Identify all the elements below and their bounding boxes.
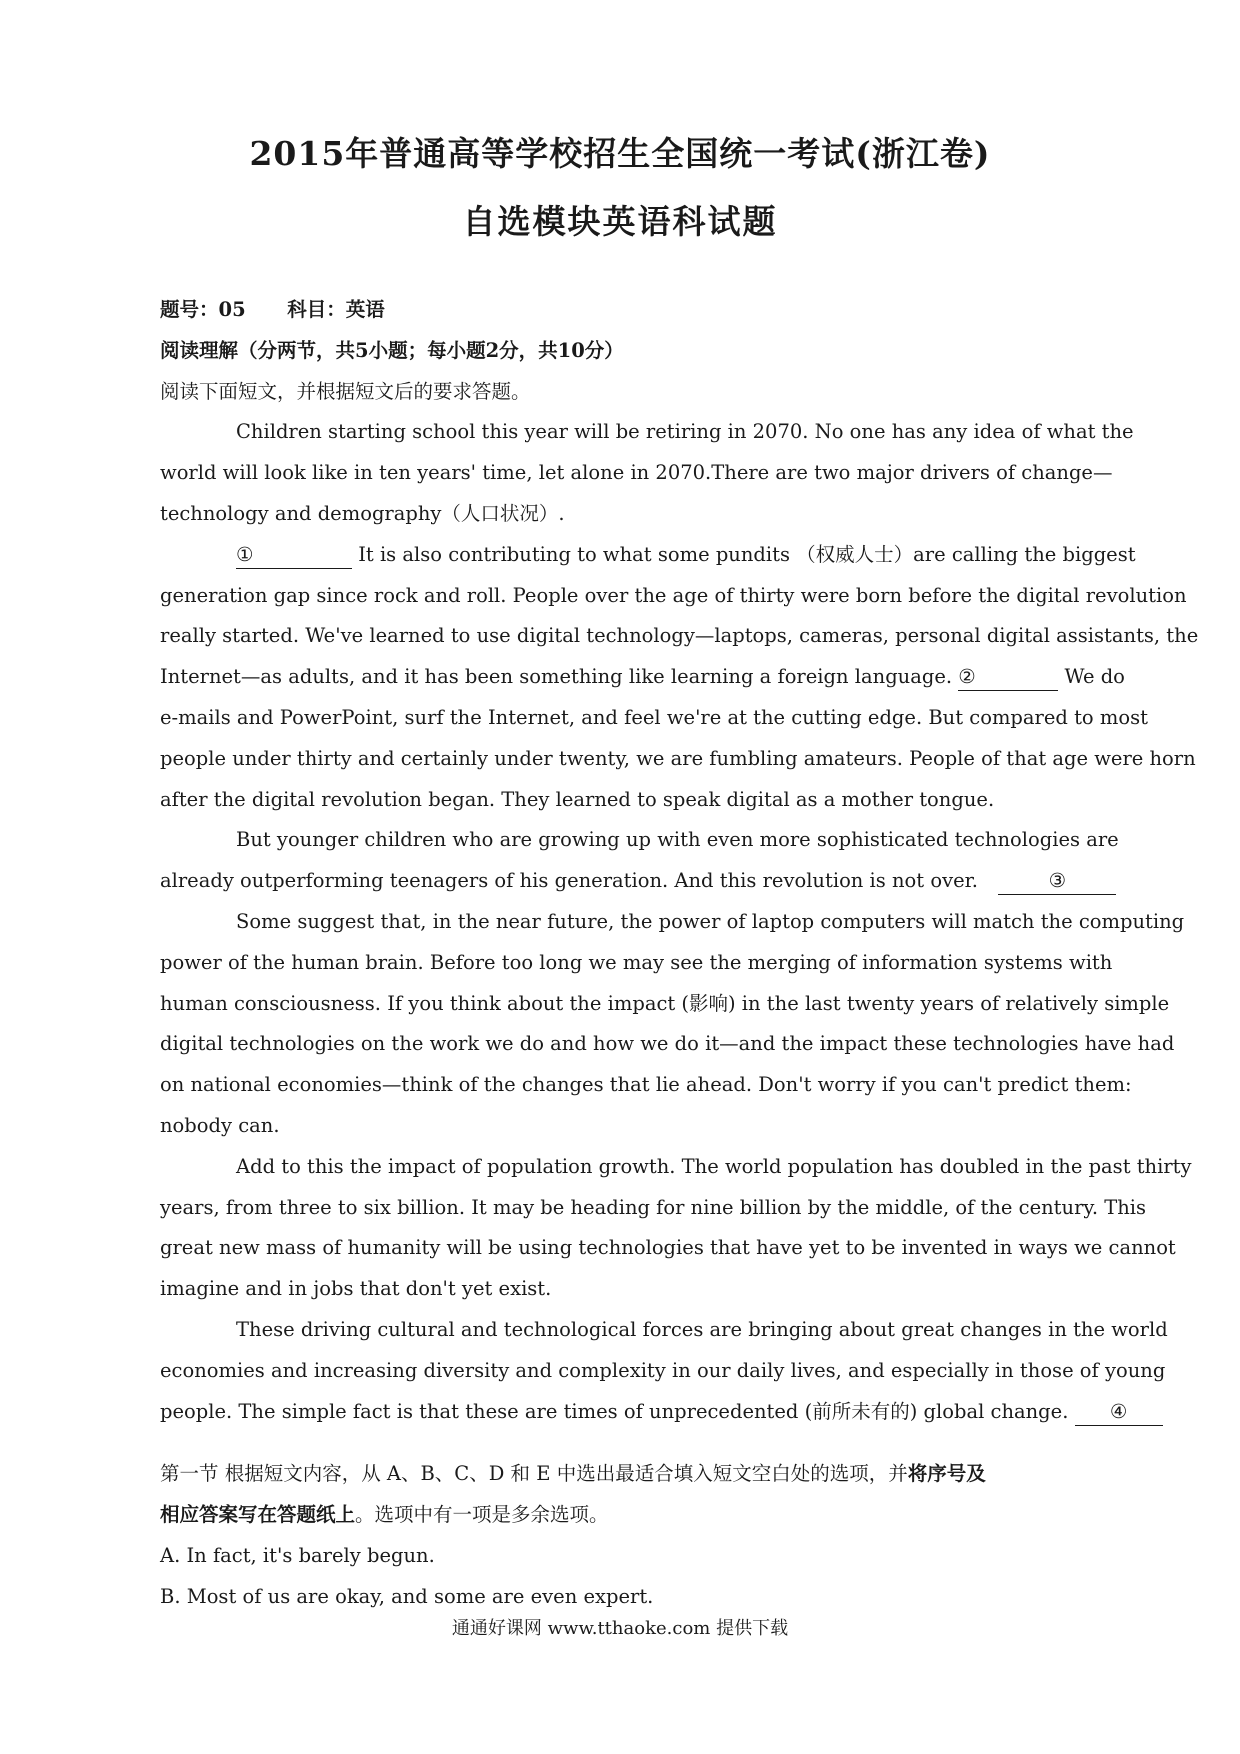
answer-blank: ② (958, 664, 1058, 691)
subject-label: 科目：英语 (287, 298, 385, 321)
passage-line: on national economies—think of the changes that lie ahead. Don't worry if you can't predict them: (160, 1073, 1132, 1097)
passage-line: really started. We've learned to use digital technology—laptops, cameras, personal digital assistants, the (160, 624, 1199, 648)
passage-line (160, 1392, 1128, 1433)
passage-line: e-mails and PowerPoint, surf the Internet, and feel we're at the cutting edge. But compared to most (160, 705, 1148, 729)
passage-line (160, 535, 1136, 576)
passage-line: digital technologies on the work we do and how we do it—and the impact these technologies have had (160, 1032, 1175, 1056)
passage-line: generation gap since rock and roll. People over the age of thirty were born before the digital revolution (160, 583, 1187, 607)
exam-title: 2015年普通高等学校招生全国统一考试(浙江卷) (249, 134, 991, 173)
option-item: B. Most of us are okay, and some are even expert. (160, 1584, 654, 1608)
download-footer: 通通好课网 www.tthaoke.com 提供下载 (451, 1618, 789, 1639)
passage-text: We do (1064, 665, 1125, 689)
passage-line: power of the human brain. Before too long we may see the merging of information systems with (160, 950, 1113, 974)
passage-line (160, 657, 1125, 698)
answer-blank: ④ (1075, 1399, 1163, 1426)
passage-line: nobody can. (160, 1113, 280, 1137)
section1-instruction (160, 1454, 1087, 1495)
instruction-emphasis: 将序号及 (907, 1462, 986, 1486)
passage-line: These driving cultural and technological forces are bringing about great changes in the world (236, 1317, 1168, 1341)
passage-line: great new mass of humanity will be using technologies that have yet to be invented in ways we cannot (160, 1236, 1176, 1260)
passage-line: years, from three to six billion. It may be heading for nine billion by the middle, of the century. This (160, 1195, 1147, 1219)
passage-line: world will look like in ten years' time, let alone in 2070.There are two major drivers of change— (160, 461, 1113, 485)
passage-text: Internet—as adults, and it has been something like learning a foreign language. (160, 665, 953, 689)
option-item: A. In fact, it's barely begun. (160, 1543, 435, 1567)
passage-line: Children starting school this year will be retiring in 2070. No one has any idea of what the (236, 420, 1134, 444)
section1-instruction (160, 1495, 1087, 1536)
passage-text: It is also contributing to what some pundits （权威人士）are calling the biggest (358, 542, 1136, 566)
instruction-text: 阅读下面短文，并根据短文后的要求答题。 (160, 379, 531, 403)
passage-line: economies and increasing diversity and complexity in our daily lives, and especially in those of young (160, 1358, 1166, 1382)
question-number: 题号：05 (160, 298, 246, 321)
passage-text: already outperforming teenagers of his generation. And this revolution is not over. (160, 869, 979, 893)
instruction-emphasis: 相应答案写在答题纸上 (160, 1503, 356, 1527)
instruction-text: 。选项中有一项是多余选项。 (355, 1503, 609, 1527)
question-header (160, 290, 1087, 331)
passage-line: technology and demography（人口状况）. (160, 501, 565, 525)
passage-line: Some suggest that, in the near future, the power of laptop computers will match the computing (236, 909, 1185, 933)
passage-line: after the digital revolution began. They learned to speak digital as a mother tongue. (160, 787, 995, 811)
section-heading: 阅读理解（分两节，共5小题；每小题2分，共10分） (160, 338, 624, 362)
exam-subtitle: 自选模块英语科试题 (462, 202, 778, 241)
passage-line: people under thirty and certainly under twenty, we are fumbling amateurs. People of that age were horn (160, 746, 1196, 770)
passage-line: Add to this the impact of population growth. The world population has doubled in the past thirty (236, 1154, 1192, 1178)
answer-blank: ① (236, 542, 352, 569)
passage-line: imagine and in jobs that don't yet exist. (160, 1277, 552, 1301)
instruction-text: 第一节 根据短文内容，从 A、B、C、D 和 E 中选出最适合填入短文空白处的选项，并 (160, 1462, 908, 1486)
passage-line (160, 861, 1087, 902)
exam-body (160, 290, 1199, 1618)
passage-text: people. The simple fact is that these are times of unprecedented (前所未有的) global change. (160, 1399, 1069, 1423)
passage-line: human consciousness. If you think about the impact (影响) in the last twenty years of relatively simple (160, 991, 1170, 1015)
passage-line: But younger children who are growing up with even more sophisticated technologies are (236, 828, 1119, 852)
answer-blank: ③ (998, 868, 1116, 895)
